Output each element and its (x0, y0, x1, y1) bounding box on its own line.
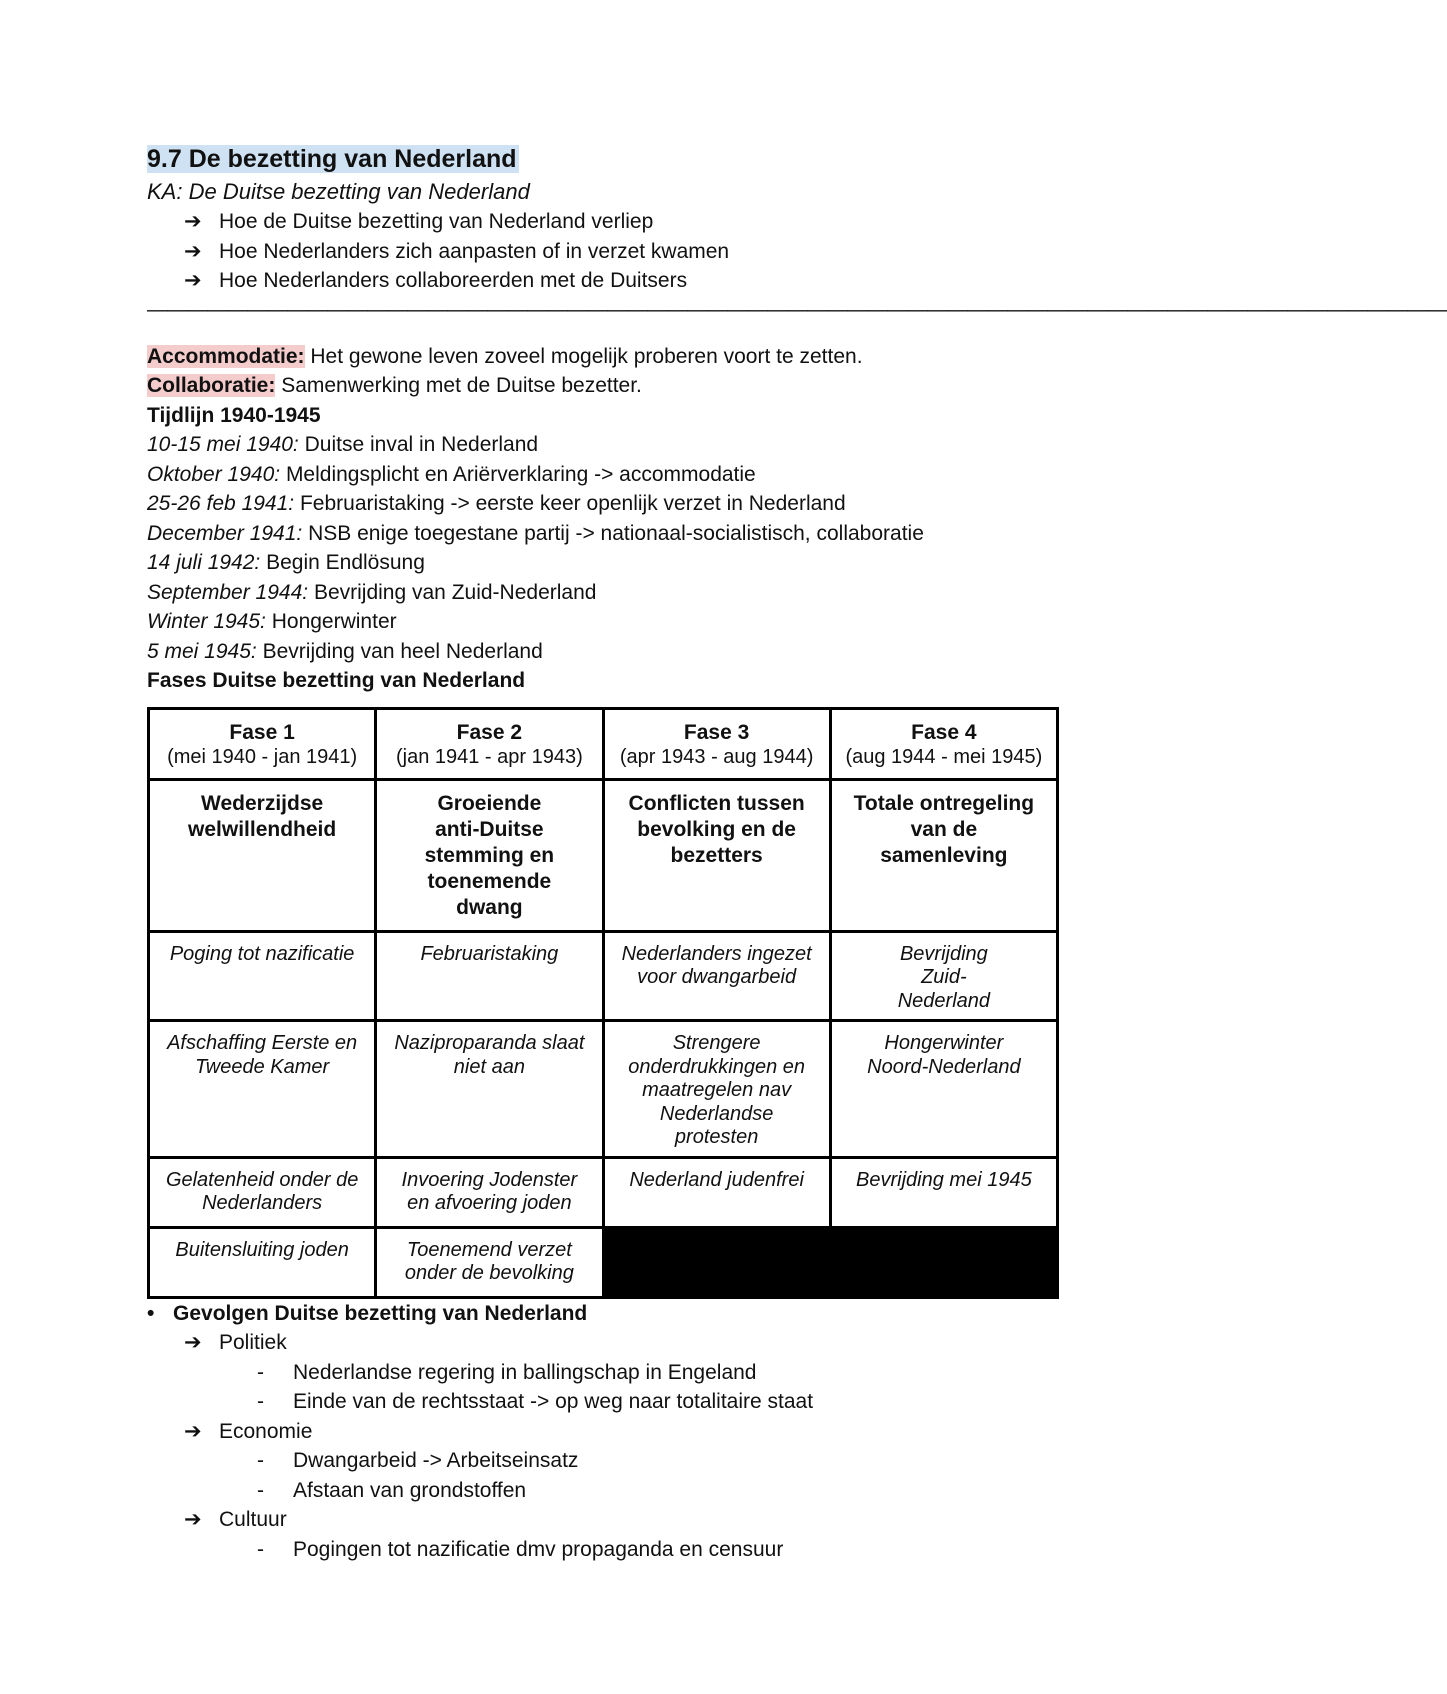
timeline-text: Meldingsplicht en Ariërverklaring -> accommodatie (285, 462, 756, 486)
fase-period: (jan 1941 - apr 1943) (395, 745, 583, 768)
fase-header-cell (376, 708, 603, 779)
event-text: Afschaffing Eerste en Tweede Kamer (167, 1032, 358, 1078)
arrow-icon: ➔ (184, 1508, 202, 1531)
event-cell (603, 1021, 830, 1158)
timeline-date: 10-15 mei 1940: (147, 433, 299, 456)
ka-item (147, 266, 1067, 296)
list-item (147, 1535, 1067, 1565)
group-label: Politiek (219, 1331, 287, 1354)
group-label: Economie (219, 1419, 313, 1443)
page-title (147, 142, 1067, 176)
fase-theme: Conflicten tussen bevolking en de bezetters (628, 791, 805, 867)
timeline-text: Bevrijding van Zuid-Nederland (313, 580, 597, 604)
timeline-date: Oktober 1940: (147, 462, 281, 486)
event-text: Buitensluiting joden (175, 1238, 349, 1261)
list-item-text: Dwangarbeid -> Arbeitseinsatz (293, 1449, 579, 1472)
list-item (147, 1387, 1067, 1417)
list-item (147, 1446, 1067, 1476)
fases-table (147, 707, 1059, 1299)
gevolgen-list (147, 1328, 1067, 1564)
separator-line: ————————————————————————————————————————————————————————————————— (147, 297, 1447, 321)
fase-theme: Wederzijdse welwillendheid (188, 791, 337, 841)
timeline-date: Winter 1945: (147, 610, 266, 633)
event-cell (376, 931, 603, 1021)
event-cell (376, 1227, 603, 1297)
event-text: Bevrijding Zuid-Nederland (897, 942, 991, 1012)
gevolgen-group-cultuur (147, 1505, 1067, 1535)
fase-period: (apr 1943 - aug 1944) (619, 745, 814, 768)
timeline-entry (147, 637, 1067, 667)
arrow-icon: ➔ (184, 210, 202, 233)
fase-header-cell (149, 708, 376, 779)
ka-item-text: Hoe de Duitse bezetting van Nederland verliep (219, 210, 654, 233)
timeline-text: NSB enige toegestane partij -> nationaal-socialistisch, collaboratie (308, 521, 924, 545)
event-text: Strengere onderdrukkingen en maatregelen nav Nederlandse protesten (628, 1032, 806, 1148)
fase-header-cell (830, 708, 1057, 779)
group-label: Cultuur (219, 1508, 287, 1531)
event-cell (149, 1157, 376, 1227)
arrow-icon: ➔ (184, 239, 202, 263)
event-text: Hongerwinter Noord-Nederland (867, 1032, 1021, 1078)
fase-theme: Groeiende anti-Duitse stemming en toenemende dwang (424, 791, 555, 919)
table-row (149, 1227, 1058, 1297)
event-cell (603, 931, 830, 1021)
timeline-entry (147, 578, 1067, 608)
fase-period: (aug 1944 - mei 1945) (845, 745, 1043, 768)
table-theme-row (149, 779, 1058, 931)
dash-marker: - (257, 1478, 264, 1502)
definition-collaboratie (147, 371, 1067, 401)
fase-theme-cell (376, 779, 603, 931)
gevolgen-group-economie (147, 1417, 1067, 1447)
event-cell (603, 1157, 830, 1227)
event-cell (376, 1157, 603, 1227)
spacer (147, 324, 1067, 342)
timeline-date: December 1941: (147, 521, 303, 545)
fase-theme-cell (603, 779, 830, 931)
definition-term: Accommodatie: (147, 344, 305, 368)
gevolgen-title-text: Gevolgen Duitse bezetting van Nederland (173, 1301, 588, 1325)
list-item-text: Einde van de rechtsstaat -> op weg naar totalitaire staat (293, 1390, 814, 1413)
event-text: Gelatenheid onder de Nederlanders (165, 1168, 359, 1214)
fase-theme-cell (830, 779, 1057, 931)
timeline-date: 14 juli 1942: (147, 551, 261, 574)
definition-term: Collaboratie: (147, 374, 276, 397)
ka-label: KA: (147, 179, 183, 204)
list-item-text: Pogingen tot nazificatie dmv propaganda en censuur (293, 1537, 784, 1561)
fase-name: Fase 2 (456, 720, 523, 744)
event-cell (376, 1021, 603, 1158)
timeline-date: 5 mei 1945: (147, 639, 257, 663)
ka-item-text: Hoe Nederlanders zich aanpasten of in verzet kwamen (219, 239, 730, 263)
ka-list (147, 207, 1067, 296)
timeline-entry (147, 430, 1067, 460)
event-text: Invoering Jodenster en afvoering joden (401, 1168, 578, 1214)
dash-marker: - (257, 1360, 264, 1384)
dash-marker: - (257, 1537, 264, 1561)
event-text: Nederlanders ingezet voor dwangarbeid (621, 942, 812, 988)
timeline-date: September 1944: (147, 580, 309, 604)
gevolgen-group-politiek (147, 1328, 1067, 1358)
gevolgen-title (147, 1299, 1067, 1329)
table-row (149, 931, 1058, 1021)
fase-period: (mei 1940 - jan 1941) (167, 745, 358, 768)
timeline-text: Februaristaking -> eerste keer openlijk verzet in Nederland (299, 492, 846, 515)
fase-header-cell (603, 708, 830, 779)
timeline-entry (147, 519, 1067, 549)
event-cell (830, 1157, 1057, 1227)
definition-text: Het gewone leven zoveel mogelijk proberen voort te zetten. (310, 344, 863, 368)
arrow-icon: ➔ (184, 1419, 202, 1443)
event-text: Februaristaking (420, 942, 559, 965)
timeline-text: Duitse inval in Nederland (304, 433, 539, 456)
table-row (149, 1157, 1058, 1227)
dash-marker: - (257, 1390, 264, 1413)
arrow-icon: ➔ (184, 269, 202, 292)
fase-theme-cell (149, 779, 376, 931)
ka-item (147, 237, 1067, 267)
list-item (147, 1358, 1067, 1388)
event-text: Poging tot nazificatie (169, 942, 355, 965)
event-cell (830, 931, 1057, 1021)
bullet-icon: • (147, 1301, 155, 1325)
event-text: Bevrijding mei 1945 (856, 1168, 1032, 1191)
timeline-entry (147, 489, 1067, 519)
table-header-row (149, 708, 1058, 779)
timeline-entry (147, 548, 1067, 578)
event-text: Nederland judenfrei (629, 1168, 804, 1191)
table-row (149, 1021, 1058, 1158)
timeline-text: Begin Endlösung (266, 551, 425, 574)
timeline-date: 25-26 feb 1941: (147, 492, 295, 515)
fase-name: Fase 1 (229, 720, 295, 744)
page-title-text: 9.7 De bezetting van Nederland (147, 145, 517, 173)
list-item (147, 1476, 1067, 1506)
timeline-entry (147, 460, 1067, 490)
dash-marker: - (257, 1449, 264, 1472)
definition-text: Samenwerking met de Duitse bezetter. (281, 374, 642, 397)
event-cell (149, 1021, 376, 1158)
list-item-text: Afstaan van grondstoffen (293, 1478, 527, 1502)
ka-item (147, 207, 1067, 237)
timeline-title: Tijdlijn 1940-1945 (147, 403, 321, 427)
timeline-text: Bevrijding van heel Nederland (262, 639, 543, 663)
ka-item-text: Hoe Nederlanders collaboreerden met de Duitsers (219, 269, 688, 292)
timeline-list (147, 430, 1067, 666)
fases-title: Fases Duitse bezetting van Nederland (147, 669, 526, 692)
fase-theme: Totale ontregeling van de samenleving (853, 791, 1035, 867)
arrow-icon: ➔ (184, 1331, 202, 1354)
blacked-out-cell (603, 1227, 1058, 1297)
document-content (147, 142, 1447, 1564)
event-cell (149, 931, 376, 1021)
timeline-entry (147, 607, 1067, 637)
list-item-text: Nederlandse regering in ballingschap in Engeland (293, 1360, 757, 1384)
ka-text: De Duitse bezetting van Nederland (188, 179, 530, 204)
fase-name: Fase 4 (911, 720, 977, 744)
timeline-text: Hongerwinter (271, 610, 397, 633)
event-cell (830, 1021, 1057, 1158)
fase-name: Fase 3 (683, 720, 750, 744)
definition-accommodatie (147, 342, 1067, 372)
ka-line (147, 176, 1067, 207)
event-text: Naziproparanda slaat niet aan (394, 1032, 585, 1078)
event-text: Toenemend verzet onder de bevolking (404, 1238, 574, 1284)
event-cell (149, 1227, 376, 1297)
